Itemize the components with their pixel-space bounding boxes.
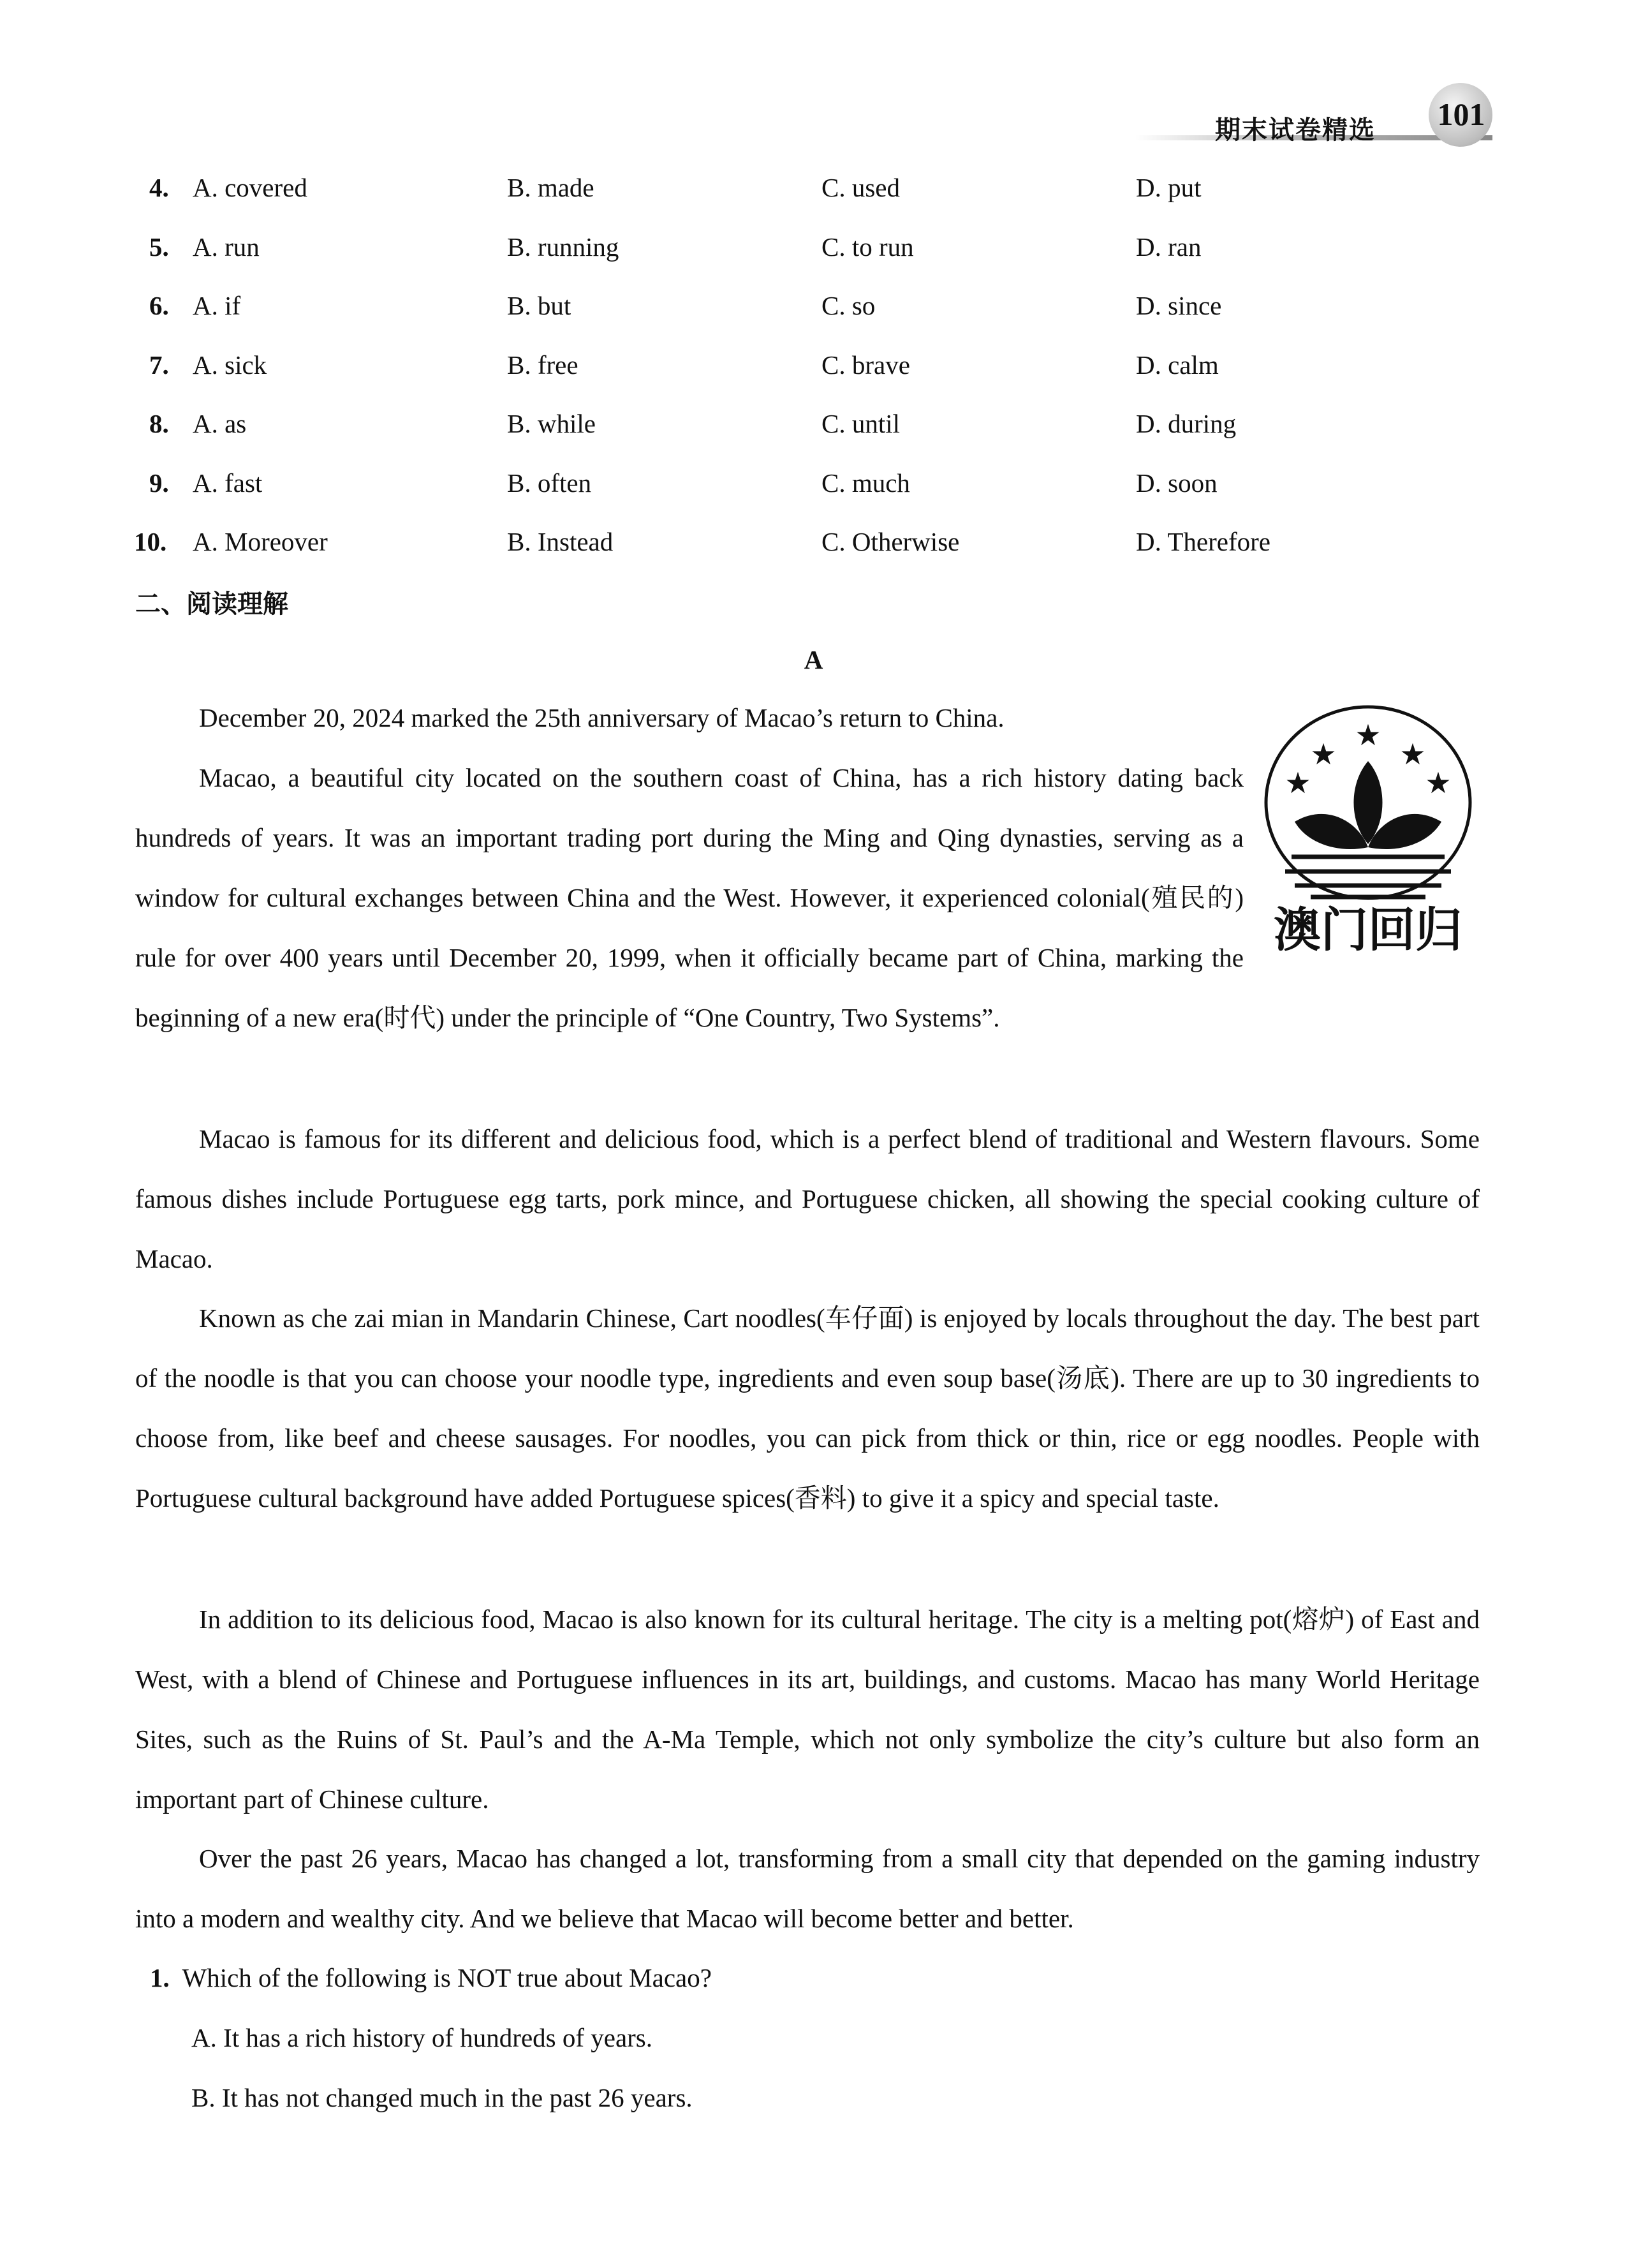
option-b: B. made	[507, 173, 594, 202]
option-row	[135, 350, 1480, 388]
paragraph-2: Macao, a beautiful city located on the southern coast of China, has a rich history dating back hundreds of years. It was an important trading port during the Ming and Qing dynasties, serving as a window for cultural exchanges between China and the West. However, it experienced colonial(殖民的) rule for over 400 years until December 20, 1999, when it officially became part of China, marking the beginning of a new era(时代) under the principle of “One Country, Two Systems”.	[135, 763, 1244, 1032]
paragraph-6-block	[135, 1828, 1480, 1948]
paragraph-5: In addition to its delicious food, Macao is also known for its cultural heritage. The city is a melting pot(熔炉) of East and West, with a blend of Chinese and Portuguese influences in its art, buildings, and customs. Macao has many World Heritage Sites, such as the Ruins of St. Paul’s and the A-Ma Temple, which not only symbolize the city’s culture but also form an important part of Chinese culture.	[135, 1605, 1480, 1814]
question-1-option-b: B. It has not changed much in the past 26 years.	[191, 2083, 693, 2112]
header-section-title: 期末试卷精选	[1215, 115, 1376, 145]
option-a: A. covered	[193, 173, 307, 202]
svg-text:★: ★	[1355, 719, 1381, 752]
option-d: D. put	[1136, 173, 1202, 202]
question-1-option-a: A. It has a rich history of hundreds of years.	[191, 2023, 653, 2052]
option-b: B. while	[507, 409, 596, 438]
option-row	[135, 290, 1480, 329]
question-number: 1.	[150, 1963, 170, 1992]
option-d: D. ran	[1136, 232, 1202, 262]
page-number: 101	[1437, 96, 1485, 132]
option-a: A. if	[193, 291, 241, 320]
option-c: C. to run	[821, 232, 914, 262]
option-b: B. Instead	[507, 527, 614, 556]
svg-text:★: ★	[1425, 767, 1452, 799]
option-d: D. Therefore	[1136, 527, 1270, 556]
passage-top	[135, 688, 1480, 1048]
option-d: D. calm	[1136, 350, 1219, 380]
option-d: D. during	[1136, 409, 1237, 438]
macao-emblem-image	[1256, 694, 1480, 988]
question-number: 4.	[149, 173, 169, 202]
option-b: B. free	[507, 350, 578, 380]
paragraph-4-block	[135, 1288, 1480, 1528]
option-b: B. often	[507, 468, 592, 498]
question-number: 6.	[149, 291, 169, 320]
option-row	[135, 526, 1480, 565]
passage-title: A	[804, 645, 823, 674]
option-row	[135, 172, 1480, 211]
svg-text:★: ★	[1310, 738, 1337, 771]
question-text: Which of the following is NOT true about Macao?	[182, 1963, 712, 1992]
option-c: C. used	[821, 173, 900, 202]
question-number: 5.	[149, 232, 169, 262]
option-a: A. as	[193, 409, 247, 438]
paragraph-3-block	[135, 1109, 1480, 1289]
option-c: C. brave	[821, 350, 910, 380]
paragraph-4: Known as che zai mian in Mandarin Chinese, Cart noodles(车仔面) is enjoyed by locals throughout the day. The best part of the noodle is that you can choose your noodle type, ingredients and even soup base(汤底). There are up to 30 ingredients to choose from, like beef and cheese sausages. For noodles, you can pick from thick or thin, rice or egg noodles. People with Portuguese cultural background have added Portuguese spices(香料) to give it a spicy and special taste.	[135, 1303, 1480, 1513]
option-d: D. since	[1136, 291, 1222, 320]
option-b: B. running	[507, 232, 619, 262]
option-c: C. much	[821, 468, 910, 498]
option-c: C. until	[821, 409, 901, 438]
option-c: C. Otherwise	[821, 527, 960, 556]
svg-text:澳门回归: 澳门回归	[1274, 903, 1462, 958]
paragraph-1: December 20, 2024 marked the 25th anniversary of Macao’s return to China.	[199, 703, 1005, 732]
svg-text:★: ★	[1285, 767, 1311, 799]
svg-text:★: ★	[1399, 738, 1426, 771]
option-row	[135, 232, 1480, 270]
option-b: B. but	[507, 291, 571, 320]
option-a: A. Moreover	[193, 527, 328, 556]
question-number: 7.	[149, 350, 169, 380]
option-a: A. run	[193, 232, 260, 262]
option-row	[135, 468, 1480, 506]
option-c: C. so	[821, 291, 876, 320]
option-d: D. soon	[1136, 468, 1218, 498]
question-number: 8.	[149, 409, 169, 438]
question-number: 10.	[134, 527, 167, 556]
section-heading: 二、阅读理解	[135, 589, 288, 619]
option-a: A. sick	[193, 350, 267, 380]
option-a: A. fast	[193, 468, 263, 498]
paragraph-6: Over the past 26 years, Macao has changed a lot, transforming from a small city that depended on the gaming industry into a modern and wealthy city. And we believe that Macao will become better and better.	[135, 1844, 1480, 1933]
paragraph-3: Macao is famous for its different and delicious food, which is a perfect blend of traditional and Western flavours. Some famous dishes include Portuguese egg tarts, pork mince, and Portuguese chicken, all showing the special cooking culture of Macao.	[135, 1124, 1480, 1273]
paragraph-5-block	[135, 1589, 1480, 1829]
option-row	[135, 408, 1480, 447]
question-number: 9.	[149, 468, 169, 498]
question-1	[150, 1948, 712, 2008]
